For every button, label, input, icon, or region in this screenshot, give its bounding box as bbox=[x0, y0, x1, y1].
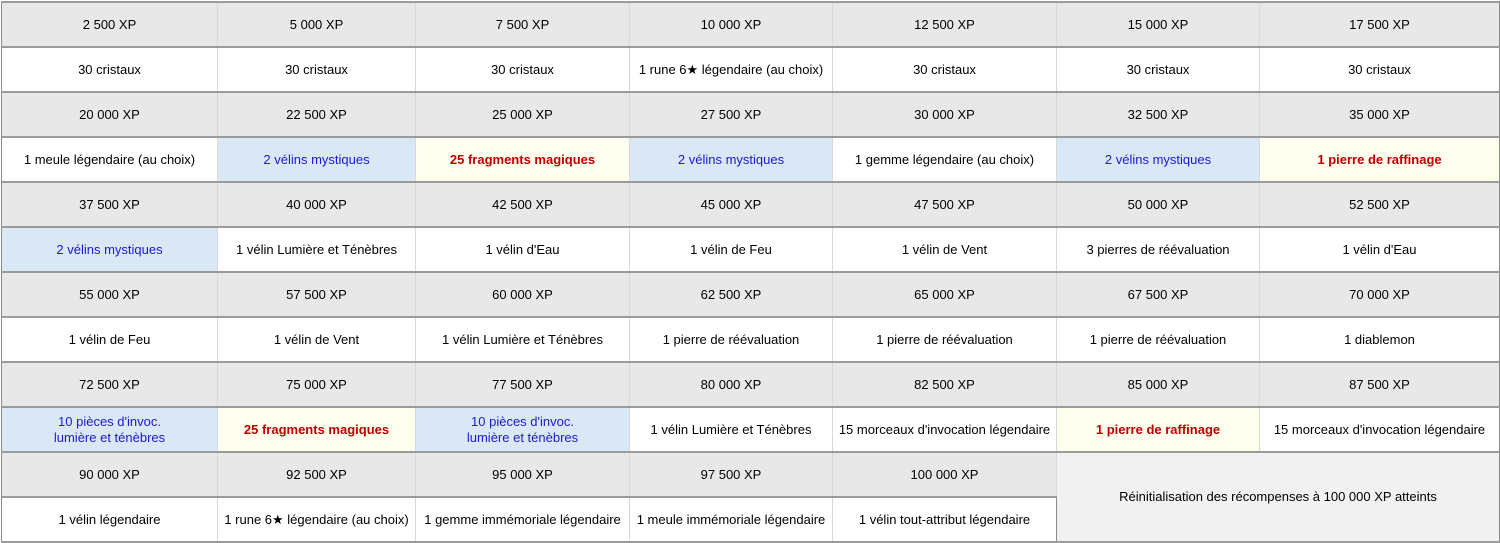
reward-row bbox=[2, 317, 1500, 362]
xp-cell: 37 500 XP bbox=[2, 182, 218, 227]
xp-cell: 12 500 XP bbox=[833, 2, 1057, 47]
xp-cell: 20 000 XP bbox=[2, 92, 218, 137]
xp-rewards-table bbox=[1, 1, 1500, 543]
xp-threshold-row bbox=[2, 452, 1500, 497]
xp-cell: 45 000 XP bbox=[630, 182, 833, 227]
reward-cell: 1 diablemon bbox=[1260, 317, 1500, 362]
reward-line-2: lumière et ténèbres bbox=[466, 429, 579, 445]
xp-cell: 2 500 XP bbox=[2, 2, 218, 47]
reward-cell: 1 gemme immémoriale légendaire bbox=[416, 497, 630, 542]
xp-threshold-row bbox=[2, 272, 1500, 317]
xp-cell: 52 500 XP bbox=[1260, 182, 1500, 227]
xp-cell: 85 000 XP bbox=[1057, 362, 1260, 407]
xp-cell: 80 000 XP bbox=[630, 362, 833, 407]
xp-cell: 47 500 XP bbox=[833, 182, 1057, 227]
reward-cell: 30 cristaux bbox=[218, 47, 416, 92]
reward-row bbox=[2, 137, 1500, 182]
reward-cell: 30 cristaux bbox=[2, 47, 218, 92]
xp-cell: 100 000 XP bbox=[833, 452, 1057, 497]
reward-cell-highlight: 1 pierre de raffinage bbox=[1260, 137, 1500, 182]
reward-cell: 3 pierres de réévaluation bbox=[1057, 227, 1260, 272]
xp-cell: 50 000 XP bbox=[1057, 182, 1260, 227]
reward-cell: 1 vélin Lumière et Ténèbres bbox=[218, 227, 416, 272]
reward-cell: 1 rune 6★ légendaire (au choix) bbox=[218, 497, 416, 542]
reward-cell-highlight: 25 fragments magiques bbox=[416, 137, 630, 182]
xp-cell: 5 000 XP bbox=[218, 2, 416, 47]
xp-threshold-row bbox=[2, 2, 1500, 47]
xp-cell: 15 000 XP bbox=[1057, 2, 1260, 47]
reward-cell: 1 pierre de réévaluation bbox=[1057, 317, 1260, 362]
reward-cell: 30 cristaux bbox=[416, 47, 630, 92]
reward-cell: 30 cristaux bbox=[833, 47, 1057, 92]
reward-cell: 30 cristaux bbox=[1057, 47, 1260, 92]
xp-cell: 27 500 XP bbox=[630, 92, 833, 137]
xp-cell: 72 500 XP bbox=[2, 362, 218, 407]
xp-threshold-row bbox=[2, 362, 1500, 407]
xp-cell: 22 500 XP bbox=[218, 92, 416, 137]
reward-cell-mystic-scroll: 2 vélins mystiques bbox=[630, 137, 833, 182]
xp-cell: 42 500 XP bbox=[416, 182, 630, 227]
xp-cell: 32 500 XP bbox=[1057, 92, 1260, 137]
xp-cell: 90 000 XP bbox=[2, 452, 218, 497]
xp-cell: 87 500 XP bbox=[1260, 362, 1500, 407]
reward-cell: 30 cristaux bbox=[1260, 47, 1500, 92]
xp-cell: 97 500 XP bbox=[630, 452, 833, 497]
reset-note-cell: Réinitialisation des récompenses à 100 000 XP atteints bbox=[1057, 452, 1500, 542]
reward-cell: 1 vélin d'Eau bbox=[1260, 227, 1500, 272]
reward-cell-mystic-scroll: 2 vélins mystiques bbox=[1057, 137, 1260, 182]
reward-cell: 1 meule immémoriale légendaire bbox=[630, 497, 833, 542]
xp-cell: 65 000 XP bbox=[833, 272, 1057, 317]
xp-cell: 7 500 XP bbox=[416, 2, 630, 47]
xp-cell: 60 000 XP bbox=[416, 272, 630, 317]
xp-cell: 55 000 XP bbox=[2, 272, 218, 317]
xp-cell: 77 500 XP bbox=[416, 362, 630, 407]
reward-cell-mystic-scroll: 2 vélins mystiques bbox=[218, 137, 416, 182]
xp-cell: 25 000 XP bbox=[416, 92, 630, 137]
xp-cell: 92 500 XP bbox=[218, 452, 416, 497]
xp-cell: 82 500 XP bbox=[833, 362, 1057, 407]
xp-cell: 75 000 XP bbox=[218, 362, 416, 407]
reward-cell: 1 vélin Lumière et Ténèbres bbox=[416, 317, 630, 362]
reward-line-2: lumière et ténèbres bbox=[53, 429, 166, 445]
xp-threshold-row bbox=[2, 92, 1500, 137]
xp-cell: 57 500 XP bbox=[218, 272, 416, 317]
reward-row bbox=[2, 407, 1500, 452]
xp-cell: 30 000 XP bbox=[833, 92, 1057, 137]
rewards-table-body bbox=[2, 2, 1500, 542]
reward-cell: 1 vélin de Feu bbox=[2, 317, 218, 362]
reward-cell: 1 vélin de Feu bbox=[630, 227, 833, 272]
reward-row bbox=[2, 47, 1500, 92]
reward-cell-mystic-scroll: 2 vélins mystiques bbox=[2, 227, 218, 272]
reward-cell: 1 gemme légendaire (au choix) bbox=[833, 137, 1057, 182]
reward-cell: 15 morceaux d'invocation légendaire bbox=[833, 407, 1057, 452]
reward-cell: 1 vélin tout-attribut légendaire bbox=[833, 497, 1057, 542]
reward-line-1: 10 pièces d'invoc. bbox=[471, 413, 574, 429]
reward-row bbox=[2, 227, 1500, 272]
xp-cell: 10 000 XP bbox=[630, 2, 833, 47]
reward-cell: 1 vélin Lumière et Ténèbres bbox=[630, 407, 833, 452]
reward-line-1: 10 pièces d'invoc. bbox=[58, 413, 161, 429]
reward-cell: 1 vélin de Vent bbox=[218, 317, 416, 362]
reward-cell: 1 vélin de Vent bbox=[833, 227, 1057, 272]
xp-cell: 62 500 XP bbox=[630, 272, 833, 317]
reward-cell: 1 vélin d'Eau bbox=[416, 227, 630, 272]
xp-cell: 67 500 XP bbox=[1057, 272, 1260, 317]
reward-cell: 15 morceaux d'invocation légendaire bbox=[1260, 407, 1500, 452]
reward-cell: 1 vélin légendaire bbox=[2, 497, 218, 542]
reward-cell: 1 pierre de réévaluation bbox=[833, 317, 1057, 362]
reward-cell-highlight: 1 pierre de raffinage bbox=[1057, 407, 1260, 452]
reward-cell-summon-pieces bbox=[2, 407, 218, 452]
reward-cell-summon-pieces bbox=[416, 407, 630, 452]
reward-cell-highlight: 25 fragments magiques bbox=[218, 407, 416, 452]
xp-cell: 95 000 XP bbox=[416, 452, 630, 497]
xp-cell: 35 000 XP bbox=[1260, 92, 1500, 137]
reward-cell: 1 meule légendaire (au choix) bbox=[2, 137, 218, 182]
reward-cell: 1 pierre de réévaluation bbox=[630, 317, 833, 362]
xp-threshold-row bbox=[2, 182, 1500, 227]
xp-cell: 17 500 XP bbox=[1260, 2, 1500, 47]
xp-cell: 70 000 XP bbox=[1260, 272, 1500, 317]
xp-cell: 40 000 XP bbox=[218, 182, 416, 227]
reward-cell: 1 rune 6★ légendaire (au choix) bbox=[630, 47, 833, 92]
